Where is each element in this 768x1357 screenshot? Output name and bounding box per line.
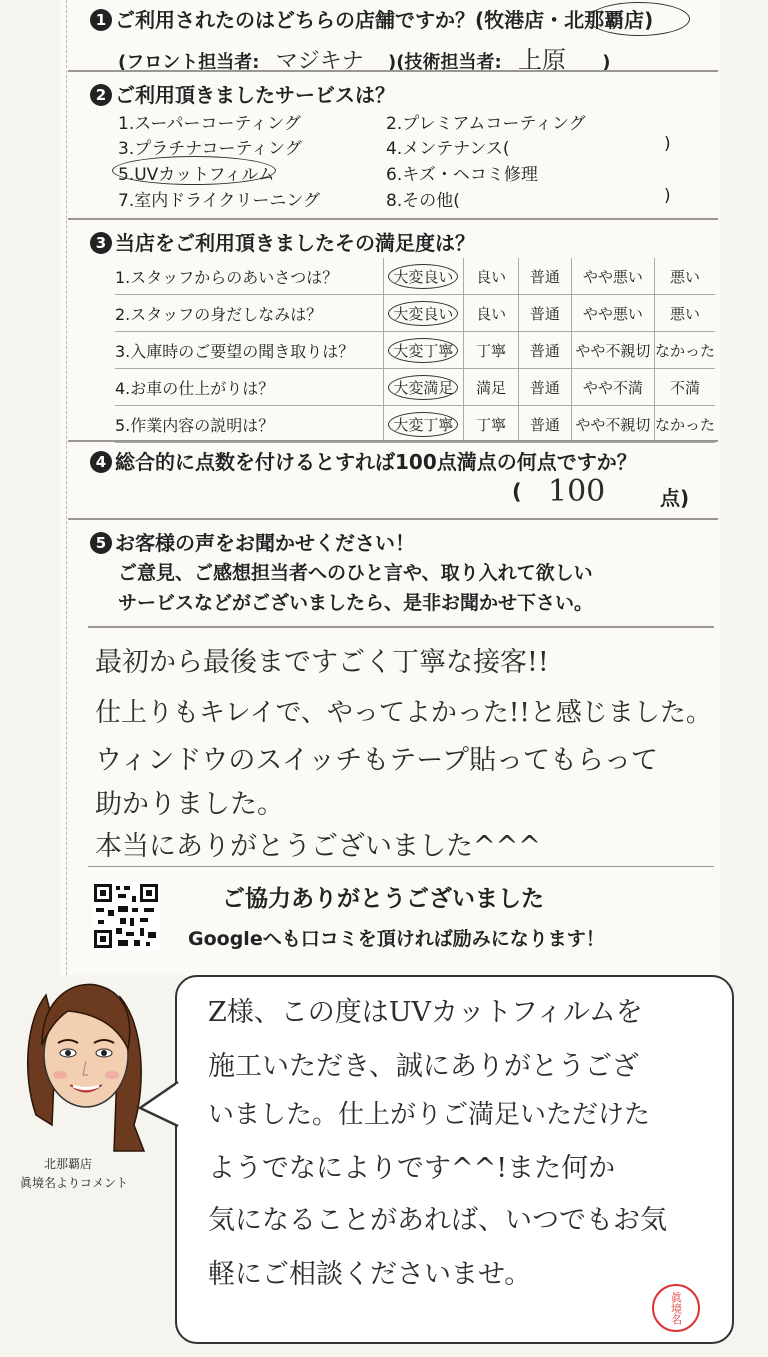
rating-option-label: 大変丁寧 xyxy=(388,412,458,437)
staff-avatar xyxy=(16,975,156,1155)
reply-line: Z様、この度はUVカットフィルムを xyxy=(208,997,643,1028)
rating-option[interactable] xyxy=(518,295,571,332)
bubble-tail xyxy=(138,1080,180,1130)
score-value: 100 xyxy=(548,474,606,509)
binding-dashed-line xyxy=(66,0,67,975)
service-4-close: ) xyxy=(664,134,671,154)
rating-option-label: 普通 xyxy=(529,378,560,397)
rating-option[interactable] xyxy=(518,369,571,406)
satisfaction-table xyxy=(115,258,715,443)
rating-option[interactable] xyxy=(464,406,519,443)
rating-option[interactable] xyxy=(571,369,654,406)
service-selected-circle xyxy=(112,156,276,185)
rating-option-label: やや不親切 xyxy=(575,341,651,360)
rating-option-label: 良い xyxy=(476,267,507,286)
service-2: 2.プレミアムコーティング xyxy=(386,114,586,134)
rating-option[interactable] xyxy=(518,258,571,295)
rating-option[interactable] xyxy=(571,295,654,332)
rating-option-label: やや悪い xyxy=(582,304,643,323)
rating-option-label: なかった xyxy=(654,415,715,434)
q1-staff-row: (フロント担当者: マジキナ )(技術担当者: 上原 ) xyxy=(118,46,611,74)
q5-question: 5 お客様の声をお聞かせください！ xyxy=(90,527,415,556)
rating-option[interactable] xyxy=(518,332,571,369)
rating-option[interactable] xyxy=(571,332,654,369)
rating-option-label: やや悪い xyxy=(582,267,643,286)
customer-comment-line: 最初から最後まですごく丁寧な接客!! xyxy=(95,647,549,678)
service-6: 6.キズ・ヘコミ修理 xyxy=(386,165,538,185)
rating-option-label: 満足 xyxy=(476,378,507,397)
reply-line: 気になることがあれば、いつでもお気 xyxy=(208,1205,667,1236)
staff-comment-from: 眞境名よりコメント xyxy=(20,1176,129,1190)
q3-question: 3 当店をご利用頂きましたその満足度は？ xyxy=(90,227,475,256)
service-1: 1.スーパーコーティング xyxy=(118,114,301,134)
rating-option-label: 不満 xyxy=(669,378,700,397)
service-8-close: ) xyxy=(664,186,671,206)
thanks-text: ご協力ありがとうございました xyxy=(222,886,544,912)
satisfaction-item-label: 3.入庫時のご要望の聞き取りは？ xyxy=(115,332,383,369)
rating-option[interactable] xyxy=(464,258,519,295)
score-open: ( xyxy=(512,480,522,504)
rating-option-label: 普通 xyxy=(529,341,560,360)
customer-comment-line: 本当にありがとうございました^^^ xyxy=(95,831,541,862)
satisfaction-item-label: 2.スタッフの身だしなみは？ xyxy=(115,295,383,332)
divider xyxy=(68,70,718,72)
rating-option-label: 良い xyxy=(476,304,507,323)
reply-line: ようでなによりです^^!また何か xyxy=(208,1153,616,1184)
rating-option-label: 大変良い xyxy=(388,301,458,326)
service-8: 8.その他( xyxy=(386,191,460,211)
rating-option[interactable] xyxy=(654,332,715,369)
staff-store: 北那覇店 xyxy=(44,1157,93,1171)
rating-option-label: なかった xyxy=(654,341,715,360)
rating-option-selected[interactable] xyxy=(383,332,464,369)
rating-option-label: 丁寧 xyxy=(476,341,507,360)
rating-option[interactable] xyxy=(654,258,715,295)
rating-option-label: 普通 xyxy=(529,415,560,434)
rating-option[interactable] xyxy=(571,406,654,443)
satisfaction-item-label: 4.お車の仕上がりは？ xyxy=(115,369,383,406)
rating-option[interactable] xyxy=(571,258,654,295)
q4-question: 4 総合的に点数を付けるとすれば100点満点の何点ですか？ xyxy=(90,446,637,475)
q1-question: 1 ご利用されたのはどちらの店舗ですか？(牧港店・北那覇店) xyxy=(90,4,653,33)
rating-option-selected[interactable] xyxy=(383,369,464,406)
rating-option-label: 大変満足 xyxy=(388,375,458,400)
rating-option-label: 大変良い xyxy=(388,264,458,289)
divider xyxy=(68,518,718,520)
rating-option-label: 丁寧 xyxy=(476,415,507,434)
divider xyxy=(68,218,718,220)
rating-option-selected[interactable] xyxy=(383,258,464,295)
rating-option-label: 大変丁寧 xyxy=(388,338,458,363)
service-7: 7.室内ドライクリーニング xyxy=(118,191,321,211)
rating-option-label: 悪い xyxy=(669,267,700,286)
rating-option[interactable] xyxy=(464,369,519,406)
service-3: 3.プラチナコーティング xyxy=(118,139,302,159)
satisfaction-item-label: 5.作業内容の説明は？ xyxy=(115,406,383,443)
customer-comment-line: 仕上りもキレイで、やってよかった!!と感じました。 xyxy=(95,698,712,728)
satisfaction-row xyxy=(115,369,715,406)
service-4: 4.メンテナンス( xyxy=(386,139,510,159)
hanko-seal: 眞境名 xyxy=(652,1284,700,1332)
rating-option-label: 普通 xyxy=(529,267,560,286)
customer-comment-line: ウィンドウのスイッチもテープ貼ってもらって xyxy=(95,745,658,776)
divider xyxy=(88,626,714,628)
rating-option-selected[interactable] xyxy=(383,295,464,332)
q5-sub1: ご意見、ご感想担当者へのひと言や、取り入れて欲しい xyxy=(118,562,593,584)
rating-option[interactable] xyxy=(464,295,519,332)
q5-sub2: サービスなどがございましたら、是非お聞かせ下さい。 xyxy=(118,592,594,614)
satisfaction-item-label: 1.スタッフからのあいさつは？ xyxy=(115,258,383,295)
satisfaction-row xyxy=(115,332,715,369)
tech-staff-value: 上原 xyxy=(517,46,566,74)
reply-line: 施工いただき、誠にありがとうござ xyxy=(208,1051,639,1082)
reply-line: いました。仕上がりご満足いただけた xyxy=(208,1100,651,1130)
rating-option-label: 悪い xyxy=(669,304,700,323)
rating-option-label: やや不満 xyxy=(582,378,643,397)
service-5: 5.UVカットフィルム xyxy=(118,165,275,185)
qr-code-icon[interactable] xyxy=(92,882,160,950)
rating-option[interactable] xyxy=(654,406,715,443)
score-unit: 点) xyxy=(660,486,690,510)
satisfaction-row xyxy=(115,295,715,332)
rating-option[interactable] xyxy=(654,295,715,332)
q2-question: 2 ご利用頂きましたサービスは？ xyxy=(90,79,395,108)
customer-comment-line: 助かりました。 xyxy=(95,789,284,820)
divider xyxy=(88,866,714,867)
front-staff-value: マジキナ xyxy=(275,49,364,74)
rating-option-label: やや不親切 xyxy=(575,415,651,434)
reply-line: 軽にご相談くださいませ。 xyxy=(208,1259,532,1290)
google-review-text: Googleへも口コミを頂ければ励みになります！ xyxy=(188,928,605,950)
rating-option-label: 普通 xyxy=(529,304,560,323)
q1-selected-store-circle xyxy=(588,2,690,36)
rating-option-selected[interactable] xyxy=(383,406,464,443)
satisfaction-row xyxy=(115,258,715,295)
satisfaction-row xyxy=(115,406,715,443)
rating-option[interactable] xyxy=(518,406,571,443)
rating-option[interactable] xyxy=(654,369,715,406)
rating-option[interactable] xyxy=(464,332,519,369)
divider xyxy=(68,440,718,442)
